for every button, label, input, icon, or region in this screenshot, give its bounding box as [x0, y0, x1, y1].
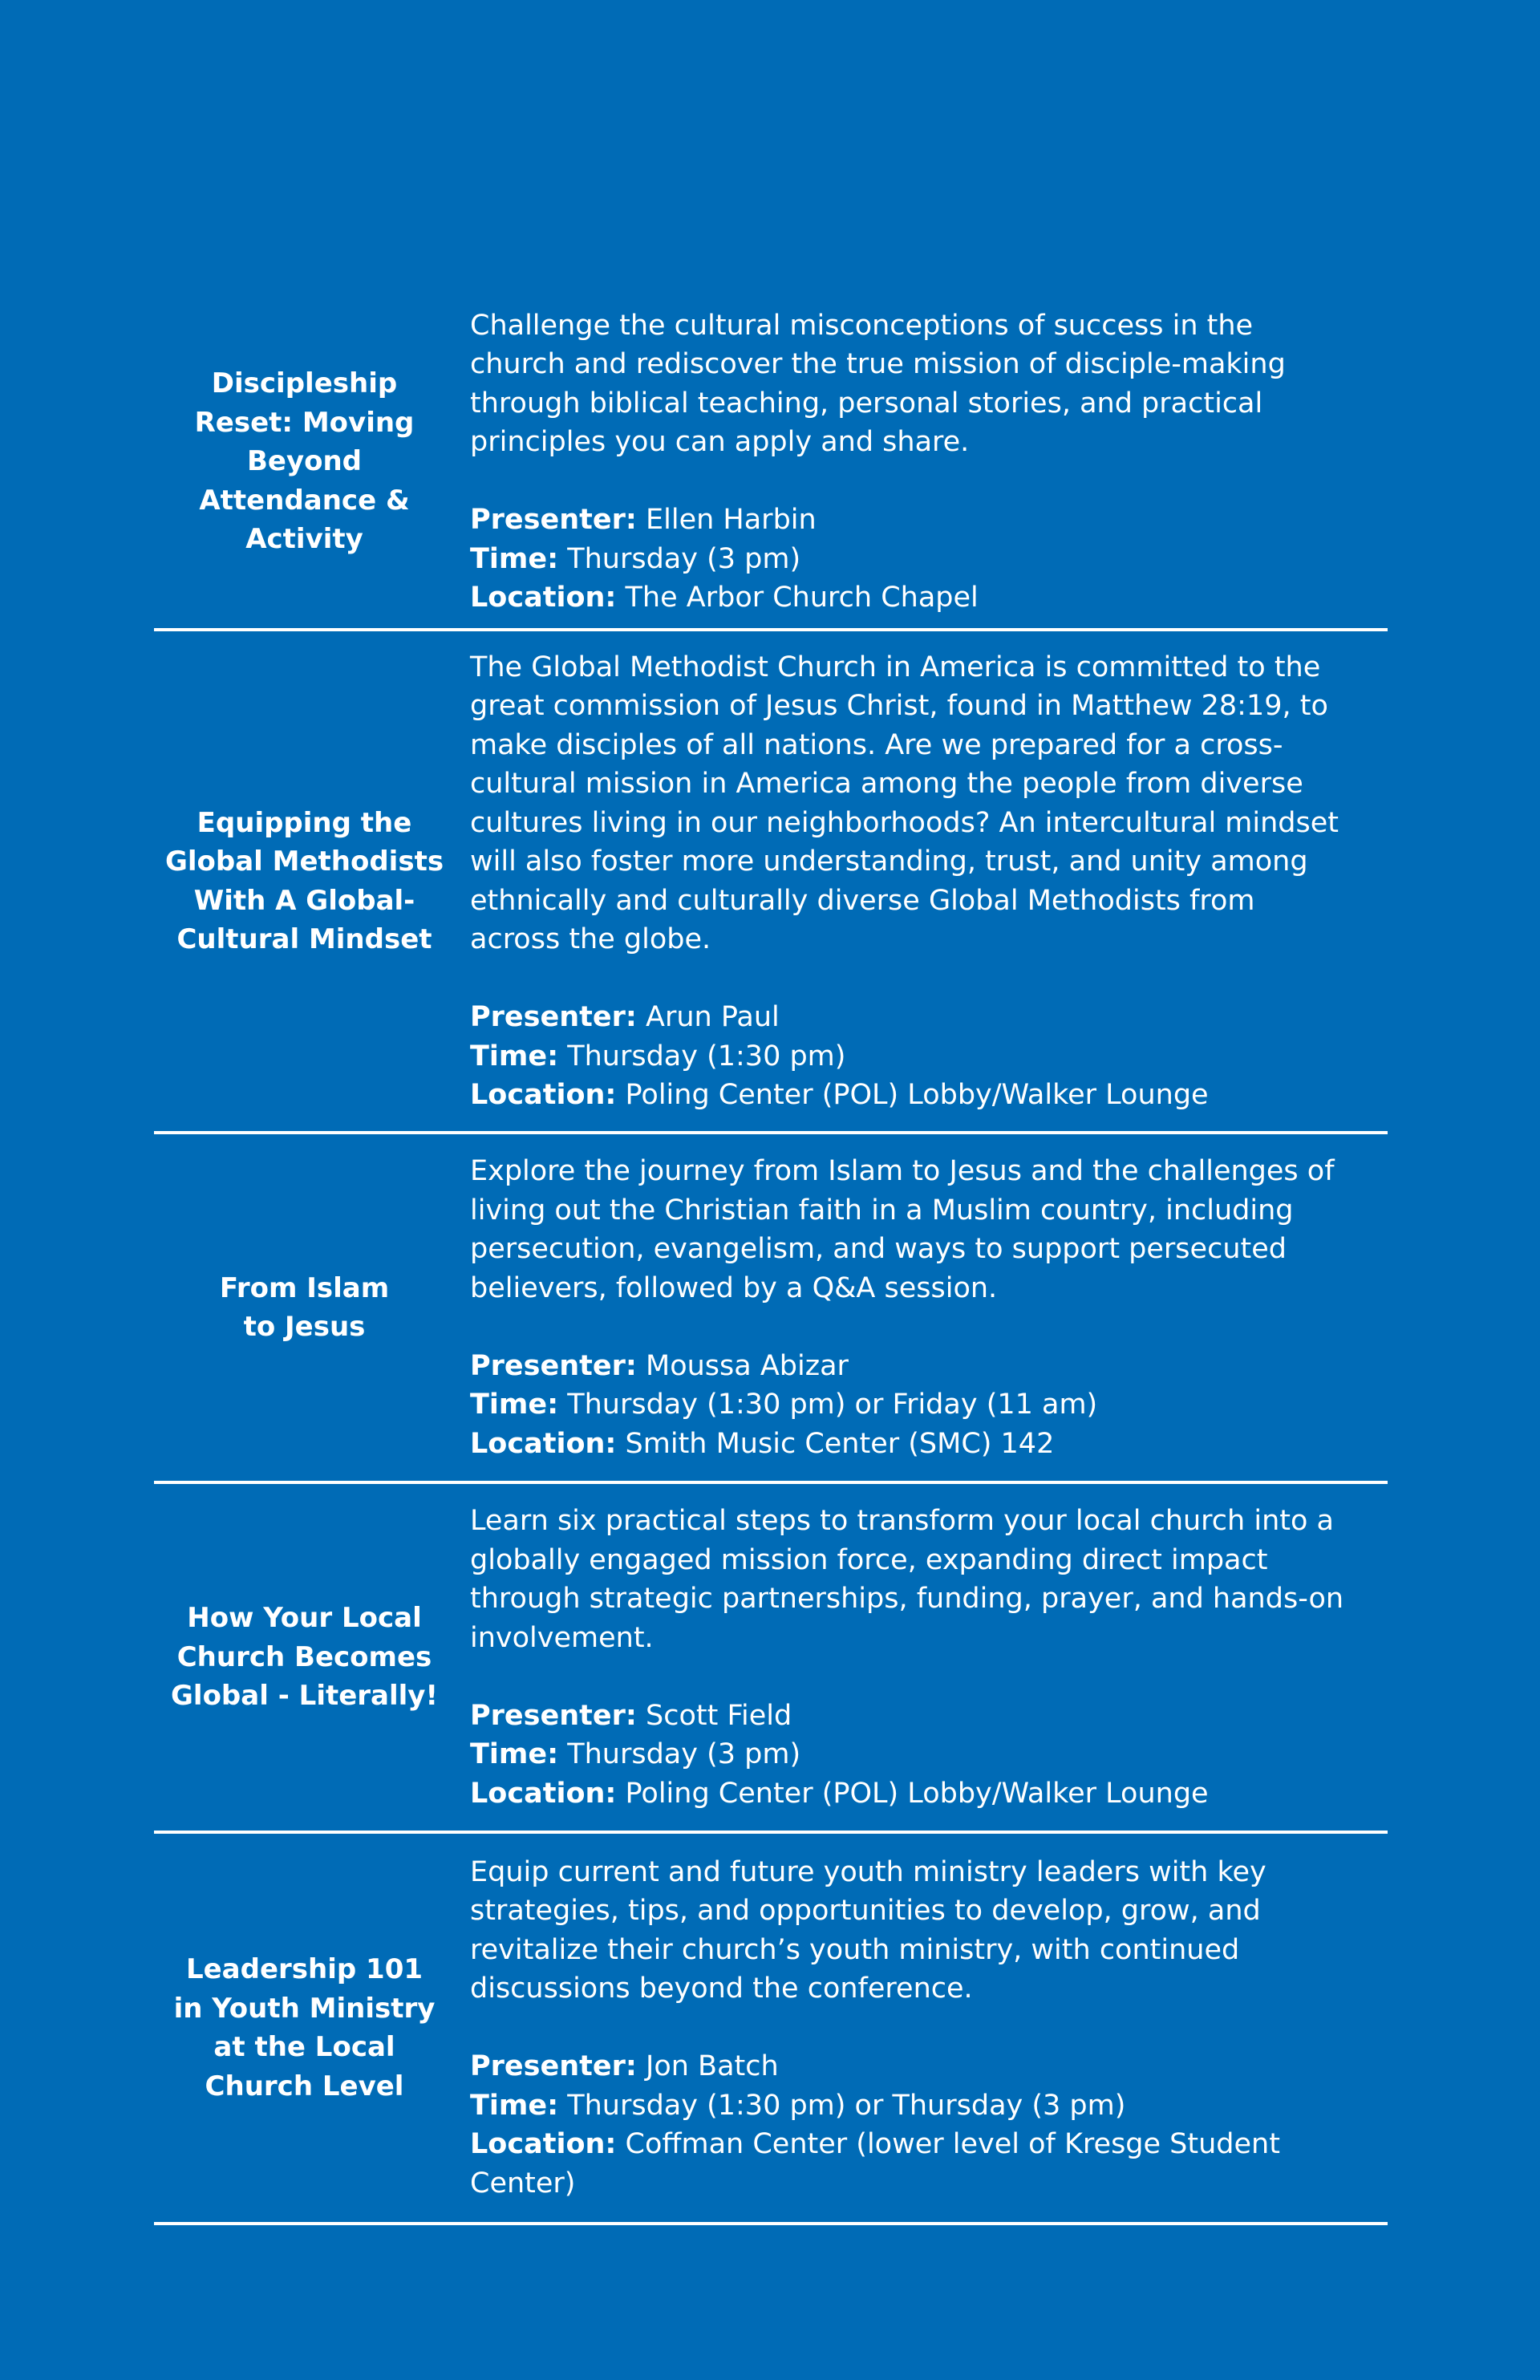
location-line — [470, 1425, 1388, 1464]
time-line — [470, 1385, 1388, 1425]
session-details — [470, 306, 1388, 618]
location-label: Location: — [470, 1427, 617, 1460]
session-title: From Islam to Jesus — [219, 1271, 390, 1343]
session-title: Equipping the Global Methodists With A Global- Cultural Mindset — [164, 806, 444, 955]
location-label: Location: — [470, 1079, 617, 1111]
time-label: Time: — [470, 1040, 559, 1072]
session-details — [470, 1502, 1388, 1813]
location-value: Smith Music Center (SMC) 142 — [625, 1427, 1055, 1460]
presenter-name: Moussa Abizar — [646, 1349, 849, 1382]
session-5 — [154, 1834, 1388, 2225]
presenter-line — [470, 2047, 1388, 2086]
time-value: Thursday (3 pm) — [567, 1738, 801, 1770]
time-line — [470, 1037, 1388, 1076]
time-line — [470, 2086, 1388, 2126]
time-value: Thursday (1:30 pm) — [567, 1040, 846, 1072]
time-label: Time: — [470, 2089, 559, 2122]
location-value: The Arbor Church Chapel — [625, 582, 979, 614]
session-1 — [154, 295, 1388, 631]
session-title: How Your Local Church Becomes Global - Literally! — [171, 1602, 438, 1713]
presenter-name: Ellen Harbin — [646, 504, 817, 536]
presenter-line — [470, 998, 1388, 1037]
time-label: Time: — [470, 542, 559, 575]
session-description: Challenge the cultural misconceptions of success in the church and rediscover the true mission of disciple-making through biblical teaching, personal stories, and practical principles you can apply and share. — [470, 309, 1286, 458]
location-label: Location: — [470, 582, 617, 614]
session-description: Equip current and future youth ministry leaders with key strategies, tips, and opportunities to develop, grow, and revitalize their church’s youth ministry, with continued discussions beyond the conference. — [470, 1855, 1266, 2005]
location-line — [470, 2125, 1388, 2203]
session-title: Leadership 101 in Youth Ministry at the Local Church Level — [173, 1953, 436, 2102]
time-value: Thursday (1:30 pm) or Friday (11 am) — [567, 1389, 1098, 1421]
session-4 — [154, 1484, 1388, 1834]
session-description: Learn six practical steps to transform your local church into a globally engaged mission force, expanding direct impact through strategic partnerships, funding, prayer, and hands-on involvement. — [470, 1505, 1344, 1654]
time-line — [470, 540, 1388, 579]
time-value: Thursday (1:30 pm) or Thursday (3 pm) — [567, 2089, 1126, 2122]
presenter-name: Arun Paul — [646, 1001, 780, 1033]
session-2 — [154, 631, 1388, 1134]
presenter-line — [470, 1347, 1388, 1386]
location-line — [470, 1774, 1388, 1814]
location-value: Poling Center (POL) Lobby/Walker Lounge — [625, 1079, 1209, 1111]
location-label: Location: — [470, 2128, 617, 2161]
session-details — [470, 648, 1388, 1115]
location-line — [470, 578, 1388, 618]
session-details — [470, 1152, 1388, 1463]
location-label: Location: — [470, 1777, 617, 1810]
presenter-label: Presenter: — [470, 1699, 637, 1732]
location-value: Coffman Center (lower level of Kresge Student Center) — [470, 2128, 1280, 2200]
session-description: The Global Methodist Church in America is committed to the great commission of Jesus Christ, found in Matthew 28:19, to make disciples of all nations. Are we prepared for a cross- cultural mission in America among the people from diverse cultures living in our neighborhoods? An intercultural mindset will also foster more understanding, trust, and unity among ethnically and culturally diverse Global Methodists from across the globe. — [470, 651, 1339, 955]
time-label: Time: — [470, 1738, 559, 1770]
presenter-line — [470, 501, 1388, 540]
presenter-name: Jon Batch — [646, 2050, 779, 2083]
time-value: Thursday (3 pm) — [567, 542, 801, 575]
presenter-line — [470, 1697, 1388, 1736]
session-title: Discipleship Reset: Moving Beyond Attendance & Activity — [194, 367, 415, 556]
time-line — [470, 1735, 1388, 1774]
location-line — [470, 1076, 1388, 1115]
location-value: Poling Center (POL) Lobby/Walker Lounge — [625, 1777, 1209, 1810]
presenter-label: Presenter: — [470, 1001, 637, 1033]
session-details — [470, 1853, 1388, 2204]
presenter-name: Scott Field — [646, 1699, 792, 1732]
presenter-label: Presenter: — [470, 1349, 637, 1382]
presenter-label: Presenter: — [470, 504, 637, 536]
presenter-label: Presenter: — [470, 2050, 637, 2083]
session-3 — [154, 1134, 1388, 1484]
session-description: Explore the journey from Islam to Jesus and the challenges of living out the Christian faith in a Muslim country, including persecution, evangelism, and ways to support persecuted believers, followed by a Q&A session. — [470, 1155, 1335, 1304]
time-label: Time: — [470, 1389, 559, 1421]
